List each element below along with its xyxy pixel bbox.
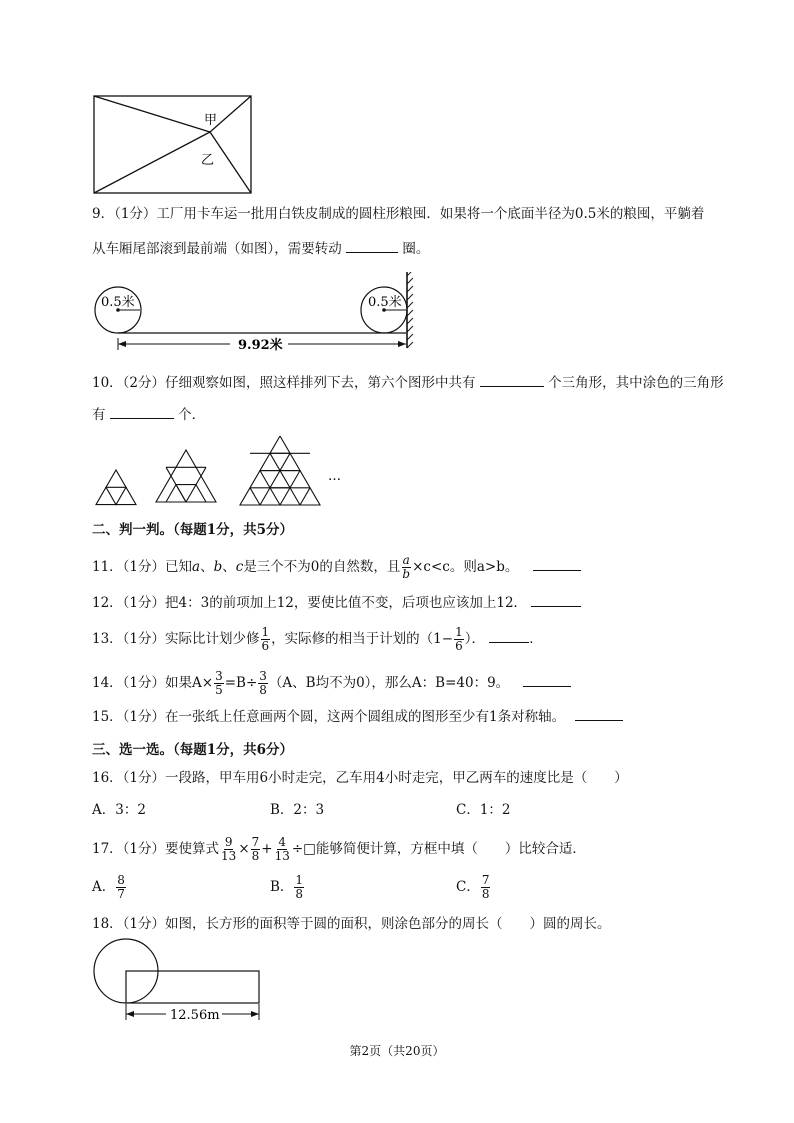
rolling-cylinder-figure [90, 272, 420, 357]
q15-answer-blank[interactable] [575, 706, 623, 721]
radius-label-right: 0.5米 [368, 295, 402, 310]
q14: 14．（1分）如果A× $\frac{3}{5}$ =B÷ $\frac{3}{8}$ （A、B均不为0），那么A：B=40：9。 [92, 670, 571, 697]
q11: 11．（1分）已知a、b、c是三个不为0的自然数，且 $\frac{a}{b}$ ×c<c。则a>b。 [92, 554, 581, 581]
q9-line2: 从车厢尾部滚到最前端（如图），需要转动 圈。 [92, 238, 429, 259]
q10-line1: 10．（2分）仔细观察如图，照这样排列下去，第六个图形中共有 个三角形，其中涂色的三角形 [92, 372, 724, 393]
q16-option-c[interactable]: C．1：2 [456, 802, 511, 818]
rectangle-figure [90, 92, 255, 197]
radius-label-left: 0.5米 [101, 295, 135, 310]
q18: 18．（1分）如图，长方形的面积等于圆的面积，则涂色部分的周长（ ）圆的周长。 [92, 916, 611, 932]
q17-option-c[interactable]: C． $\frac{7}{8}$ [456, 873, 490, 901]
q10-answer-blank-2[interactable] [110, 404, 174, 419]
q12: 12．（1分）把4：3的前项加上12，要使比值不变，后项也应该加上12． [92, 592, 581, 613]
q17: 17．（1分）要使算式 $\frac{9}{13}$ × $\frac{7}{8}$ + $\frac{4}{13}$ ÷□能够简便计算，方框中填（ ）比较合适． [92, 835, 586, 863]
circle-rectangle-figure [90, 938, 275, 1028]
q16-option-a[interactable]: A．3：2 [92, 802, 146, 818]
q17-option-a[interactable]: A． $\frac{8}{7}$ [92, 873, 125, 901]
page-footer: 第2页（共20页） [349, 1044, 445, 1058]
q16: 16．（1分）一段路，甲车用6小时走完，乙车用4小时走完，甲乙两车的速度比是（ ） [92, 770, 628, 786]
q15: 15．（1分）在一张纸上任意画两个圆，这两个圆组成的图形至少有1条对称轴。 [92, 706, 623, 727]
label-yi: 乙 [201, 153, 215, 168]
q10-answer-blank-1[interactable] [480, 372, 544, 387]
triangle-pattern-figure [90, 436, 350, 511]
q13-answer-blank[interactable] [489, 628, 529, 643]
q10-line2: 有 个． [92, 404, 205, 425]
q9-answer-blank[interactable] [346, 238, 398, 253]
q11-answer-blank[interactable] [533, 556, 581, 571]
length-label: 12.56m [170, 1008, 220, 1023]
q13: 13．（1分）实际比计划少修 $\frac{1}{6}$ ，实际修的相当于计划的（1− $\frac{1}{6}$ ）． ． [92, 625, 543, 653]
section2-title: 二、判一判。（每题1分，共5分） [92, 522, 294, 538]
q12-answer-blank[interactable] [531, 592, 581, 607]
section3-title: 三、选一选。（每题1分，共6分） [92, 742, 294, 758]
ellipsis: … [328, 469, 341, 484]
q17-option-b[interactable]: B． $\frac{1}{8}$ [270, 873, 304, 901]
q16-option-b[interactable]: B．2：3 [270, 802, 325, 818]
q14-answer-blank[interactable] [523, 672, 571, 687]
q9-line1: 9．（1分）工厂用卡车运一批用白铁皮制成的圆柱形粮囤．如果将一个底面半径为0.5米的粮囤，平躺着 [92, 206, 705, 222]
distance-label: 9.92米 [238, 338, 283, 353]
label-jia: 甲 [204, 113, 218, 128]
